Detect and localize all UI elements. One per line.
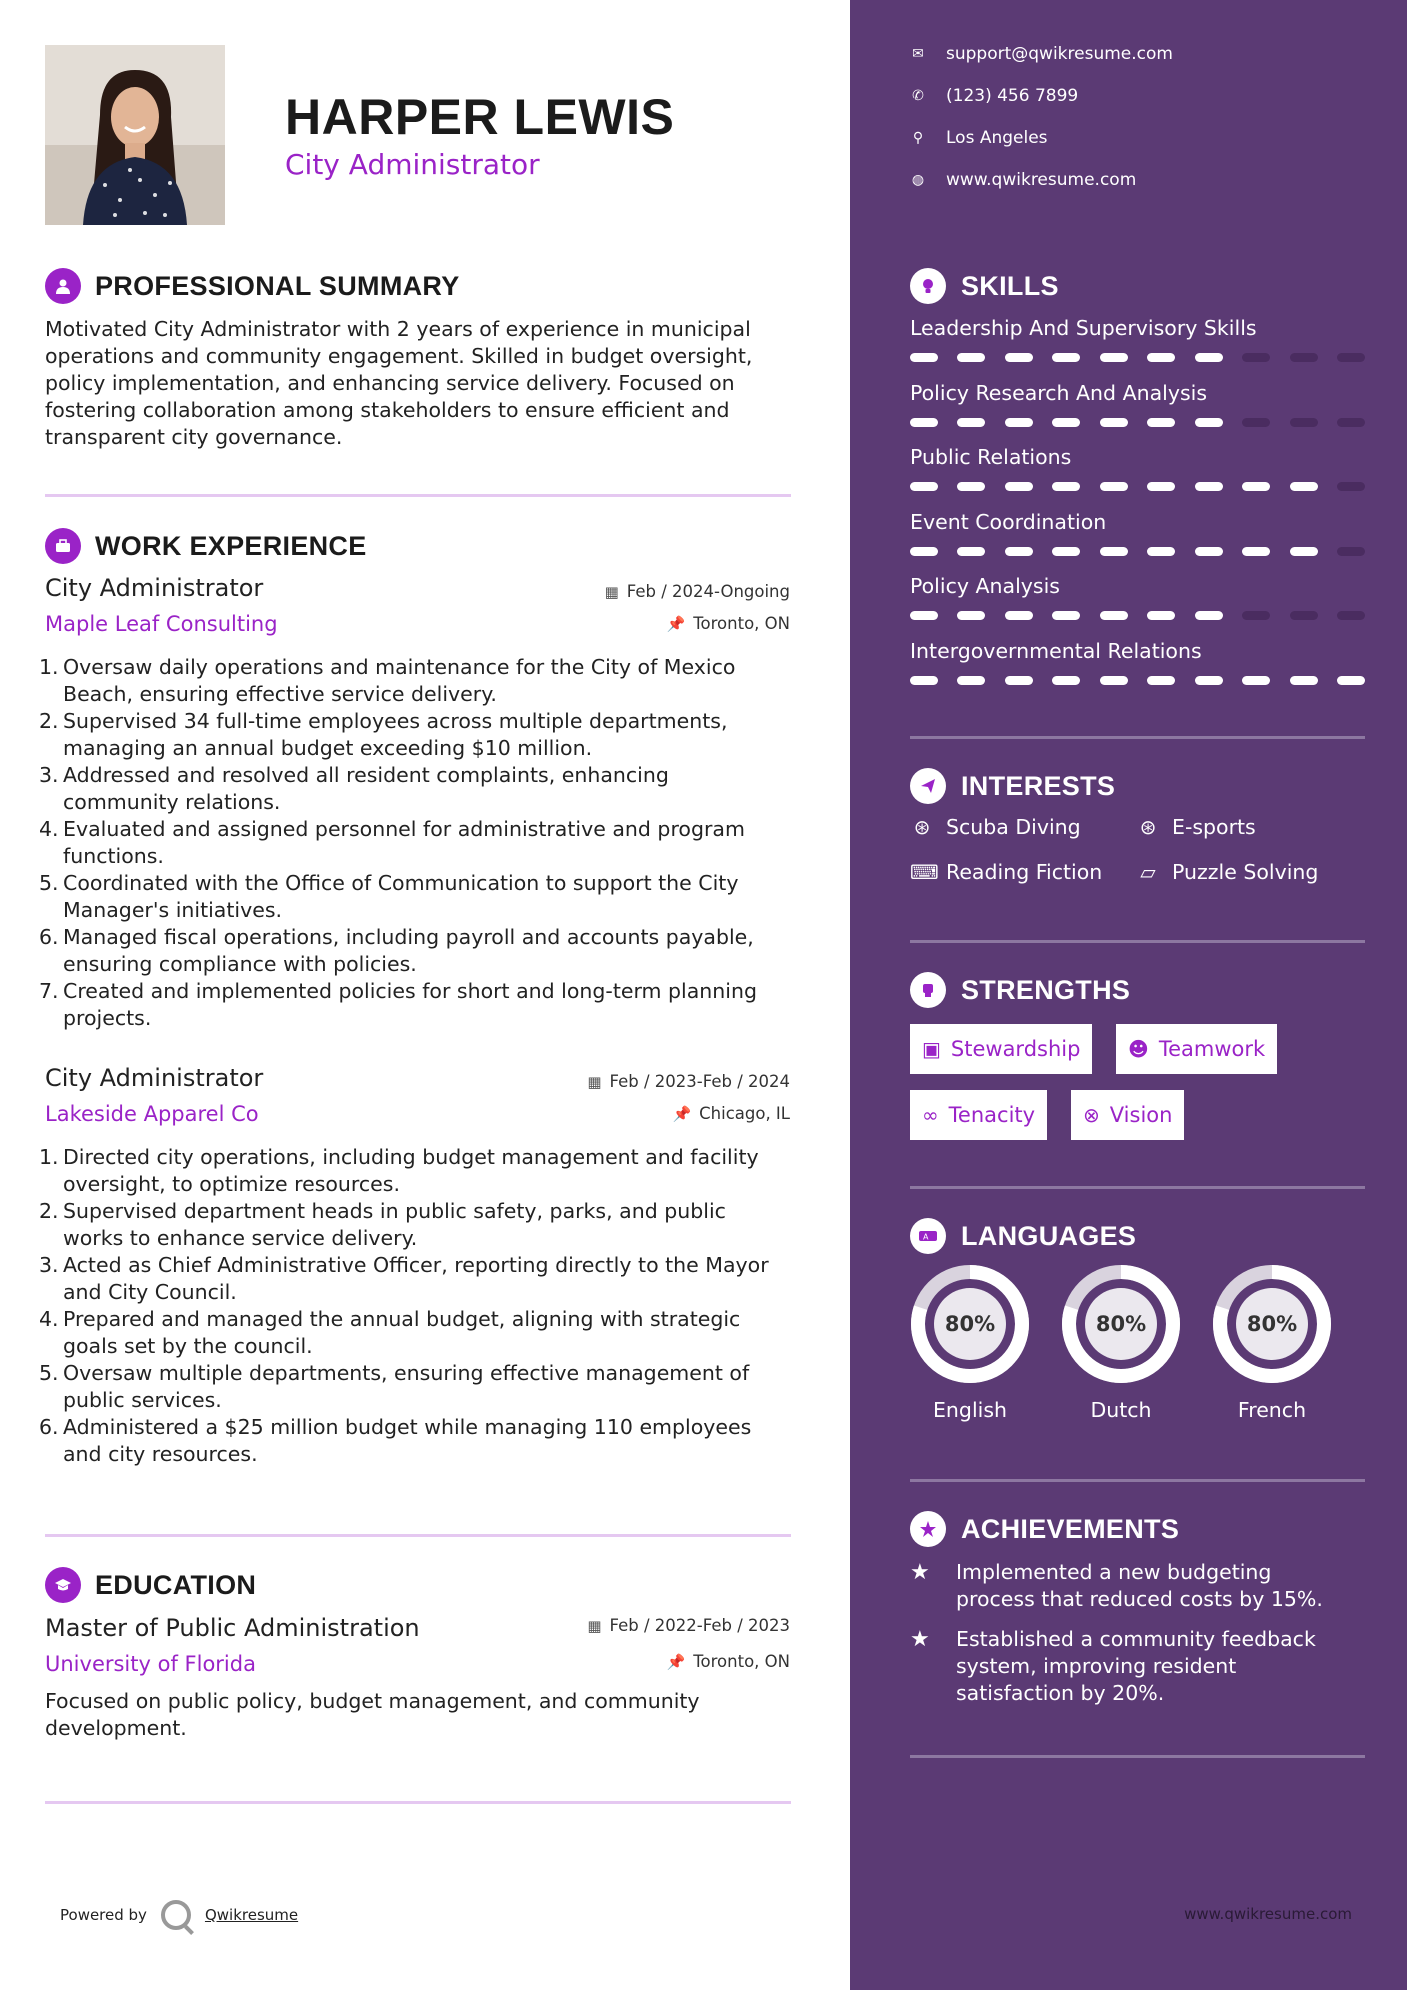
experience-title: WORK EXPERIENCE — [95, 530, 367, 561]
qwikresume-logo-icon — [161, 1900, 191, 1930]
contact-website[interactable]: ◍ www.qwikresume.com — [911, 170, 1137, 190]
skill-level-bar — [910, 676, 1365, 685]
skill-segment — [1005, 676, 1033, 685]
candidate-role: City Administrator — [285, 148, 540, 181]
pin-icon: 📌 — [666, 1652, 686, 1671]
graduation-icon — [45, 1567, 81, 1603]
skill-segment — [1100, 547, 1128, 556]
language-name: Dutch — [1090, 1398, 1152, 1422]
job-duties-list — [39, 654, 790, 1032]
pin-icon: 📌 — [666, 614, 686, 633]
list-item: 2. Supervised department heads in public safety, parks, and public works to enhance service delivery. — [39, 1199, 726, 1250]
divider — [45, 494, 791, 497]
skill-segment — [1195, 353, 1223, 362]
skill-segment — [1337, 547, 1365, 556]
language-name: English — [932, 1398, 1008, 1422]
summary-text: Motivated City Administrator with 2 years of experience in municipal operations and community engagement. Skilled in budget oversight, policy implementation, and enhancing service delivery. Focused on fostering collaboration among stakeholders to ensure efficient and transparent city governance. — [45, 317, 753, 449]
list-item: 1. Directed city operations, including budget management and facility oversight, to optimize resources. — [39, 1145, 759, 1196]
skill-segment — [1147, 418, 1175, 427]
skill-segment — [1290, 611, 1318, 620]
contact-location: ⚲ Los Angeles — [910, 128, 1048, 148]
divider — [910, 940, 1365, 943]
globe-icon: ◍ — [911, 172, 925, 188]
users-icon: ☻ — [1128, 1037, 1149, 1061]
skill-segment — [957, 676, 985, 685]
skill-segment — [957, 482, 985, 491]
achievement-item: ★ Implemented a new budgeting process that reduced costs by 15%. — [910, 1560, 1323, 1611]
skill-segment — [910, 676, 938, 685]
skill-level-bar — [910, 482, 1365, 491]
interests-title: INTERESTS — [961, 770, 1116, 801]
skill-segment — [1337, 482, 1365, 491]
divider — [45, 1801, 791, 1804]
skill-segment — [1195, 611, 1223, 620]
education-location: 📌 Toronto, ON — [666, 1652, 790, 1671]
skill-segment — [1290, 418, 1318, 427]
skill-segment — [1147, 611, 1175, 620]
language-ring — [1059, 1262, 1183, 1386]
language-percent: 80% — [1095, 1312, 1147, 1336]
education-date: ▦ Feb / 2022-Feb / 2023 — [587, 1616, 790, 1635]
skill-segment — [1005, 482, 1033, 491]
skill-level-bar — [910, 353, 1365, 362]
briefcase-icon — [45, 528, 81, 564]
language-ring — [908, 1262, 1032, 1386]
language-ring — [1210, 1262, 1334, 1386]
footer-site[interactable]: www.qwikresume.com — [1184, 1905, 1352, 1923]
skill-segment — [1147, 676, 1175, 685]
skills-heading — [910, 268, 1059, 304]
job-title: City Administrator — [45, 1064, 264, 1092]
skill-segment — [910, 353, 938, 362]
interest-item: ⊛ Scuba Diving — [910, 815, 1081, 839]
skill-segment — [1005, 611, 1033, 620]
skill-segment — [957, 353, 985, 362]
skill-segment — [1052, 676, 1080, 685]
skill-segment — [1052, 353, 1080, 362]
calendar-icon: ▦ — [587, 1616, 602, 1635]
summary-title: PROFESSIONAL SUMMARY — [95, 270, 460, 301]
job-company: Lakeside Apparel Co — [45, 1102, 259, 1126]
language-percent: 80% — [1246, 1312, 1298, 1336]
skill-segment — [1242, 353, 1270, 362]
skill-segment — [910, 611, 938, 620]
skill-segment — [1195, 676, 1223, 685]
skill-segment — [1242, 482, 1270, 491]
skill-name: Event Coordination — [910, 509, 1107, 534]
strength-chip: ▣ Stewardship — [910, 1024, 1092, 1074]
briefcase-icon: ▣ — [922, 1037, 941, 1061]
education-heading — [45, 1567, 256, 1603]
skill-segment — [1147, 547, 1175, 556]
candidate-name: HARPER LEWIS — [285, 89, 675, 145]
divider — [910, 736, 1365, 739]
strength-chip: ⊗ Vision — [1071, 1090, 1184, 1140]
star-badge-icon — [910, 1511, 946, 1547]
list-item: 3. Acted as Chief Administrative Officer, reporting directly to the Mayor and City Council. — [39, 1253, 769, 1304]
divider — [910, 1479, 1365, 1482]
language-percent: 80% — [944, 1312, 996, 1336]
list-item: 5. Coordinated with the Office of Communication to support the City Manager's initiatives. — [39, 871, 739, 922]
language-item — [1210, 1262, 1334, 1422]
map-pin-icon: ⚲ — [912, 130, 924, 146]
skill-segment — [1195, 418, 1223, 427]
interests-heading — [910, 768, 1115, 804]
job-duties-list — [39, 1144, 790, 1468]
strength-chip: ☻ Teamwork — [1116, 1024, 1277, 1074]
achievements-title: ACHIEVEMENTS — [961, 1513, 1180, 1544]
skill-segment — [1290, 482, 1318, 491]
pin-icon: 📌 — [672, 1104, 692, 1123]
star-icon: ★ — [910, 1560, 930, 1585]
job-date: ▦ Feb / 2023-Feb / 2024 — [587, 1072, 790, 1091]
achievements-heading — [910, 1511, 1179, 1547]
skill-segment — [1290, 547, 1318, 556]
contact-phone[interactable]: ✆ (123) 456 7899 — [910, 86, 1078, 106]
fist-icon — [910, 972, 946, 1008]
profile-photo — [45, 45, 225, 225]
skill-segment — [957, 418, 985, 427]
skill-segment — [1100, 353, 1128, 362]
list-item: 5. Oversaw multiple departments, ensuring effective management of public services. — [39, 1361, 750, 1412]
language-name: French — [1237, 1398, 1307, 1422]
skill-segment — [1337, 676, 1365, 685]
language-item — [1059, 1262, 1183, 1422]
svg-text:A: A — [923, 1232, 929, 1242]
job-title: City Administrator — [45, 574, 264, 602]
skill-name: Public Relations — [910, 445, 1072, 469]
skill-segment — [910, 547, 938, 556]
skill-name: Policy Research And Analysis — [910, 380, 1208, 405]
skill-segment — [1195, 547, 1223, 556]
skill-segment — [1337, 353, 1365, 362]
skill-segment — [1290, 353, 1318, 362]
skill-name: Leadership And Supervisory Skills — [910, 316, 1257, 340]
degree-title: Master of Public Administration — [45, 1614, 420, 1642]
job-location: 📌 Chicago, IL — [672, 1104, 790, 1123]
star-icon: ★ — [910, 1627, 930, 1652]
skill-name: Intergovernmental Relations — [910, 638, 1202, 663]
skill-level-bar — [910, 547, 1365, 556]
experience-heading — [45, 528, 367, 564]
skill-segment — [1052, 482, 1080, 491]
skill-segment — [1242, 611, 1270, 620]
interest-item: ⌨ Reading Fiction — [910, 860, 1103, 884]
powered-by: Powered by Qwikresume — [60, 1900, 298, 1930]
skills-title: SKILLS — [961, 270, 1059, 301]
list-item: 2. Supervised 34 full-time employees across multiple departments, managing an annual budget exceeding $10 million. — [39, 709, 728, 760]
job-date: ▦ Feb / 2024-Ongoing — [604, 582, 790, 601]
skill-segment — [1242, 676, 1270, 685]
skill-segment — [1005, 418, 1033, 427]
lifebuoy-icon: ⊛ — [1139, 815, 1157, 839]
languages-heading — [910, 1218, 1136, 1254]
skill-segment — [1195, 482, 1223, 491]
list-item: 7. Created and implemented policies for short and long-term planning projects. — [39, 979, 757, 1030]
contact-email[interactable]: ✉ support@qwikresume.com — [910, 44, 1173, 64]
phone-icon: ✆ — [912, 88, 924, 104]
skill-segment — [1147, 353, 1175, 362]
skill-segment — [1100, 418, 1128, 427]
education-text: Focused on public policy, budget management, and community development. — [45, 1689, 700, 1740]
achievement-item: ★ Established a community feedback system, improving resident satisfaction by 20%. — [910, 1627, 1316, 1705]
calendar-icon: ▦ — [604, 582, 619, 601]
strength-chip: ∞ Tenacity — [910, 1090, 1047, 1140]
skill-name: Policy Analysis — [910, 574, 1060, 598]
strengths-title: STRENGTHS — [961, 974, 1131, 1005]
divider — [910, 1186, 1365, 1189]
skill-segment — [1242, 547, 1270, 556]
skill-segment — [1052, 418, 1080, 427]
skill-segment — [1337, 418, 1365, 427]
gamepad-icon: ⌨ — [910, 860, 939, 884]
link-icon: ∞ — [922, 1103, 939, 1127]
book-icon: ▱ — [1140, 860, 1156, 884]
list-item: 4. Prepared and managed the annual budget, aligning with strategic goals set by the council. — [39, 1307, 741, 1358]
skill-segment — [1005, 353, 1033, 362]
education-title: EDUCATION — [95, 1569, 257, 1600]
envelope-icon: ✉ — [912, 46, 924, 62]
skill-segment — [1100, 676, 1128, 685]
skill-segment — [1052, 547, 1080, 556]
skill-segment — [910, 418, 938, 427]
skill-level-bar — [910, 611, 1365, 620]
divider — [45, 1534, 791, 1537]
calendar-icon: ▦ — [587, 1072, 602, 1091]
job-location: 📌 Toronto, ON — [666, 614, 790, 633]
interest-item: ▱ Puzzle Solving — [1136, 860, 1318, 884]
skill-segment — [1100, 611, 1128, 620]
list-item: 4. Evaluated and assigned personnel for administrative and program functions. — [39, 817, 745, 868]
language-item — [908, 1262, 1032, 1422]
skill-segment — [1052, 611, 1080, 620]
user-icon — [45, 268, 81, 304]
list-item: 6. Administered a $25 million budget while managing 110 employees and city resources. — [39, 1415, 752, 1466]
paper-plane-icon — [910, 768, 946, 804]
skill-segment — [957, 547, 985, 556]
skill-segment — [1337, 611, 1365, 620]
list-item: 1. Oversaw daily operations and maintenance for the City of Mexico Beach, ensuring effective service delivery. — [39, 655, 736, 706]
strengths-heading — [910, 972, 1130, 1008]
brand-link[interactable]: Qwikresume — [204, 1906, 299, 1924]
skill-segment — [1147, 482, 1175, 491]
binoculars-icon: ⊗ — [1083, 1103, 1100, 1127]
skill-segment — [957, 611, 985, 620]
skill-segment — [1290, 676, 1318, 685]
divider — [910, 1755, 1365, 1758]
languages-title: LANGUAGES — [961, 1220, 1137, 1251]
list-item: 6. Managed fiscal operations, including payroll and accounts payable, ensuring compliance with policies. — [39, 925, 754, 976]
skill-segment — [910, 482, 938, 491]
skill-segment — [1242, 418, 1270, 427]
translate-icon — [910, 1218, 946, 1254]
lightbulb-icon — [910, 268, 946, 304]
skill-segment — [1005, 547, 1033, 556]
summary-heading — [45, 268, 460, 304]
skill-level-bar — [910, 418, 1365, 427]
school-name: University of Florida — [45, 1652, 256, 1676]
interest-item: ⊛ E-sports — [1136, 815, 1256, 839]
skill-segment — [1100, 482, 1128, 491]
lifebuoy-icon: ⊛ — [913, 815, 931, 839]
job-company: Maple Leaf Consulting — [45, 612, 278, 636]
list-item: 3. Addressed and resolved all resident complaints, enhancing community relations. — [39, 763, 669, 814]
